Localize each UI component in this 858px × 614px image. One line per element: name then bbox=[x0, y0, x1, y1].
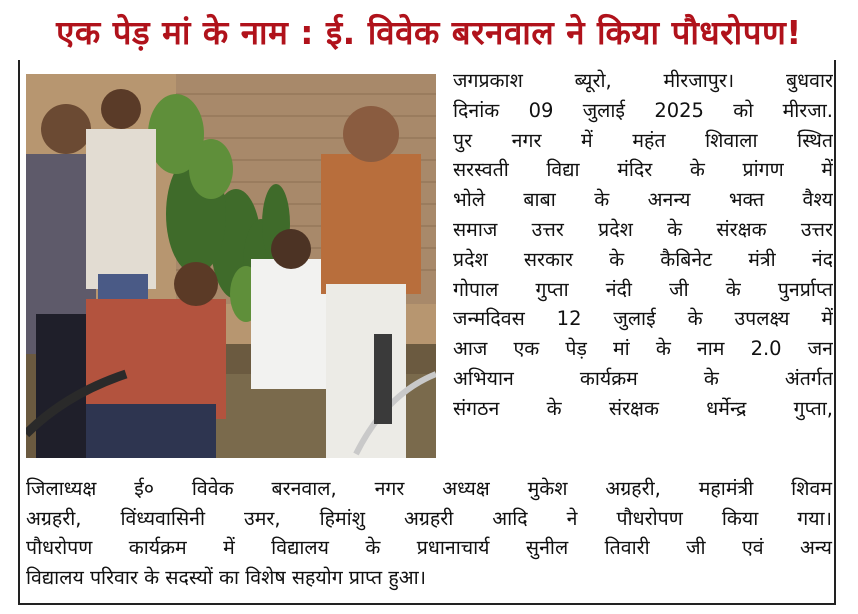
headline: एक पेड़ मां के नाम : ई. विवेक बरनवाल ने किया पौधरोपण! bbox=[56, 12, 802, 52]
body-line: गोपाल गुप्ता नंदी जी के पुनर्प्राप्त bbox=[453, 277, 833, 301]
body-line: जिलाध्यक्ष ई० विवेक बरनवाल, नगर अध्यक्ष मुकेश अग्रहरी, महामंत्री शिवम bbox=[26, 477, 832, 500]
body-line: प्रदेश सरकार के कैबिनेट मंत्री नंद bbox=[453, 247, 833, 271]
body-line: पुर नगर में महंत शिवाला स्थित bbox=[453, 128, 833, 152]
body-line: दिनांक 09 जुलाई 2025 को मीरजा. bbox=[453, 98, 833, 122]
body-line: समाज उत्तर प्रदेश के संरक्षक उत्तर bbox=[453, 217, 833, 241]
body-line: भोले बाबा के अनन्य भक्त वैश्य bbox=[453, 188, 833, 212]
plantation-photo bbox=[26, 74, 436, 458]
body-line: आज एक पेड़ मां के नाम 2.0 जन bbox=[453, 337, 833, 361]
body-line: संगठन के संरक्षक धर्मेन्द्र गुप्ता, bbox=[453, 396, 833, 420]
article-column bbox=[453, 66, 833, 424]
body-line: पौधरोपण कार्यक्रम में विद्यालय के प्रधानाचार्य सुनील तिवारी जी एवं अन्य bbox=[26, 536, 832, 560]
body-line: अग्रहरी, विंध्यवासिनी उमर, हिमांशु अग्रहरी आदि ने पौधरोपण किया गया। bbox=[26, 506, 832, 530]
body-line: जन्मदिवस 12 जुलाई के उपलक्ष्य में bbox=[453, 307, 833, 331]
body-line: अभियान कार्यक्रम के अंतर्गत bbox=[453, 366, 833, 390]
body-line: जगप्रकाश ब्यूरो, मीरजापुर। बुधवार bbox=[453, 69, 833, 92]
body-line: सरस्वती विद्या मंदिर के प्रांगण में bbox=[453, 158, 833, 182]
article-full-width bbox=[26, 474, 832, 592]
body-line: विद्यालय परिवार के सदस्यों का विशेष सहयोग प्राप्त हुआ। bbox=[26, 565, 427, 589]
